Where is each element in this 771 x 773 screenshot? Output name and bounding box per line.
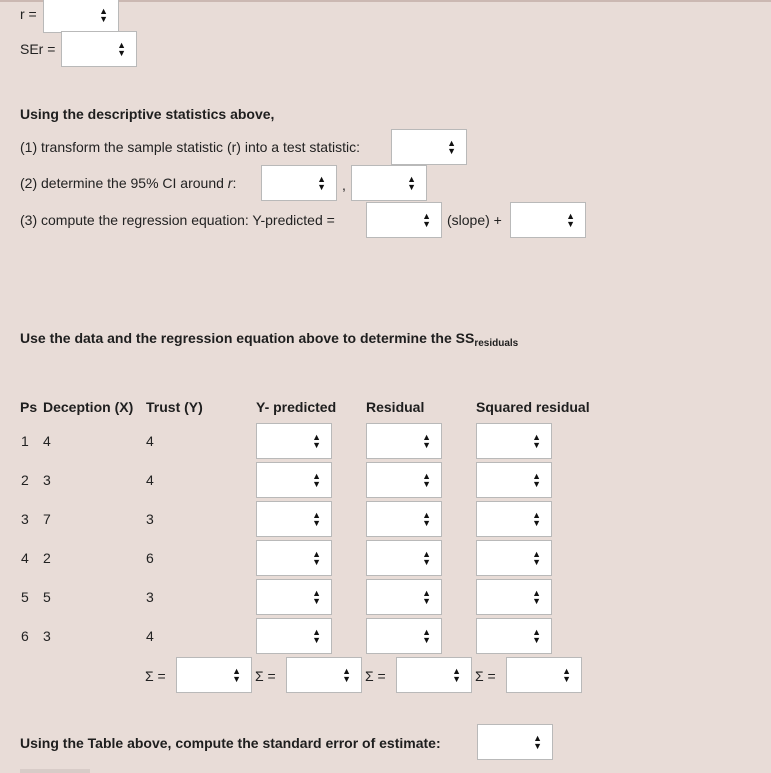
header-squared-residual: Squared residual [476, 399, 590, 415]
row-squared-residual-select[interactable] [476, 579, 552, 615]
header-y-predicted: Y- predicted [256, 399, 337, 415]
dropdown-arrow-icon: ▲ ▼ [312, 627, 321, 645]
r-select[interactable] [43, 0, 119, 33]
row-deception: 4 [43, 433, 51, 449]
standard-error-question: Using the Table above, compute the standard error of estimate: [20, 735, 441, 751]
ser-label: SEr = [20, 41, 56, 57]
dropdown-arrow-icon: ▲ ▼ [99, 6, 108, 24]
row-trust: 4 [146, 628, 154, 644]
next-button-edge[interactable] [20, 769, 90, 773]
q3-text: (3) compute the regression equation: Y-predicted = [20, 212, 335, 228]
dropdown-arrow-icon: ▲ ▼ [407, 174, 416, 192]
dropdown-arrow-icon: ▲ ▼ [422, 432, 431, 450]
dropdown-arrow-icon: ▲ ▼ [422, 549, 431, 567]
dropdown-arrow-icon: ▲ ▼ [232, 666, 241, 684]
dropdown-arrow-icon: ▲ ▼ [532, 627, 541, 645]
sum-squared-select[interactable] [506, 657, 582, 693]
sum-trust-select[interactable] [176, 657, 252, 693]
row-residual-select[interactable] [366, 579, 442, 615]
sum-label-squared: Σ = [475, 668, 496, 684]
dropdown-arrow-icon: ▲ ▼ [312, 471, 321, 489]
dropdown-arrow-icon: ▲ ▼ [533, 733, 542, 751]
header-residual: Residual [366, 399, 425, 415]
test-statistic-select[interactable] [391, 129, 467, 165]
dropdown-arrow-icon: ▲ ▼ [312, 510, 321, 528]
dropdown-arrow-icon: ▲ ▼ [566, 211, 575, 229]
row-trust: 4 [146, 472, 154, 488]
dropdown-arrow-icon: ▲ ▼ [317, 174, 326, 192]
row-squared-residual-select[interactable] [476, 423, 552, 459]
row-squared-residual-select[interactable] [476, 501, 552, 537]
ss-residuals-heading: Use the data and the regression equation above to determine the $SS_{residuals}$ [20, 330, 519, 349]
slope-select[interactable] [366, 202, 442, 238]
ci-lower-select[interactable] [261, 165, 337, 201]
row-ps: 2 [21, 472, 29, 488]
dropdown-arrow-icon: ▲ ▼ [562, 666, 571, 684]
row-y-predicted-select[interactable] [256, 540, 332, 576]
header-ps: Ps [20, 399, 38, 415]
r-label: r = [20, 6, 37, 22]
row-deception: 3 [43, 472, 51, 488]
row-y-predicted-select[interactable] [256, 462, 332, 498]
ser-select[interactable] [61, 31, 137, 67]
row-deception: 7 [43, 511, 51, 527]
row-residual-select[interactable] [366, 540, 442, 576]
row-deception: 5 [43, 589, 51, 605]
header-deception: Deception (X) [43, 399, 134, 415]
dropdown-arrow-icon: ▲ ▼ [312, 549, 321, 567]
slope-label: (slope) + [447, 212, 502, 228]
row-y-predicted-select[interactable] [256, 423, 332, 459]
row-residual-select[interactable] [366, 462, 442, 498]
row-squared-residual-select[interactable] [476, 540, 552, 576]
descriptive-heading: Using the descriptive statistics above, [20, 106, 275, 122]
row-y-predicted-select[interactable] [256, 579, 332, 615]
dropdown-arrow-icon: ▲ ▼ [532, 432, 541, 450]
dropdown-arrow-icon: ▲ ▼ [532, 549, 541, 567]
sum-label-residual: Σ = [365, 668, 386, 684]
row-ps: 5 [21, 589, 29, 605]
row-trust: 3 [146, 511, 154, 527]
intercept-select[interactable] [510, 202, 586, 238]
sum-label-ypred: Σ = [255, 668, 276, 684]
row-y-predicted-select[interactable] [256, 501, 332, 537]
dropdown-arrow-icon: ▲ ▼ [532, 588, 541, 606]
row-y-predicted-select[interactable] [256, 618, 332, 654]
dropdown-arrow-icon: ▲ ▼ [532, 510, 541, 528]
dropdown-arrow-icon: ▲ ▼ [312, 432, 321, 450]
ci-separator: , [342, 177, 346, 193]
row-deception: 3 [43, 628, 51, 644]
row-residual-select[interactable] [366, 618, 442, 654]
sum-residual-select[interactable] [396, 657, 472, 693]
dropdown-arrow-icon: ▲ ▼ [422, 211, 431, 229]
dropdown-arrow-icon: ▲ ▼ [452, 666, 461, 684]
row-squared-residual-select[interactable] [476, 618, 552, 654]
row-trust: 6 [146, 550, 154, 566]
dropdown-arrow-icon: ▲ ▼ [422, 588, 431, 606]
dropdown-arrow-icon: ▲ ▼ [532, 471, 541, 489]
dropdown-arrow-icon: ▲ ▼ [422, 471, 431, 489]
sum-label-trust: Σ = [145, 668, 166, 684]
ci-upper-select[interactable] [351, 165, 427, 201]
dropdown-arrow-icon: ▲ ▼ [117, 40, 126, 58]
dropdown-arrow-icon: ▲ ▼ [422, 627, 431, 645]
row-residual-select[interactable] [366, 423, 442, 459]
row-ps: 3 [21, 511, 29, 527]
row-ps: 1 [21, 433, 29, 449]
dropdown-arrow-icon: ▲ ▼ [342, 666, 351, 684]
row-trust: 4 [146, 433, 154, 449]
row-ps: 6 [21, 628, 29, 644]
row-ps: 4 [21, 550, 29, 566]
q1-text: (1) transform the sample statistic (r) into a test statistic: [20, 139, 360, 155]
dropdown-arrow-icon: ▲ ▼ [422, 510, 431, 528]
dropdown-arrow-icon: ▲ ▼ [312, 588, 321, 606]
header-trust: Trust (Y) [146, 399, 203, 415]
row-squared-residual-select[interactable] [476, 462, 552, 498]
dropdown-arrow-icon: ▲ ▼ [447, 138, 456, 156]
row-deception: 2 [43, 550, 51, 566]
sum-ypred-select[interactable] [286, 657, 362, 693]
q2-text: (2) determine the 95% CI around r: [20, 175, 237, 191]
row-residual-select[interactable] [366, 501, 442, 537]
row-trust: 3 [146, 589, 154, 605]
standard-error-select[interactable] [477, 724, 553, 760]
